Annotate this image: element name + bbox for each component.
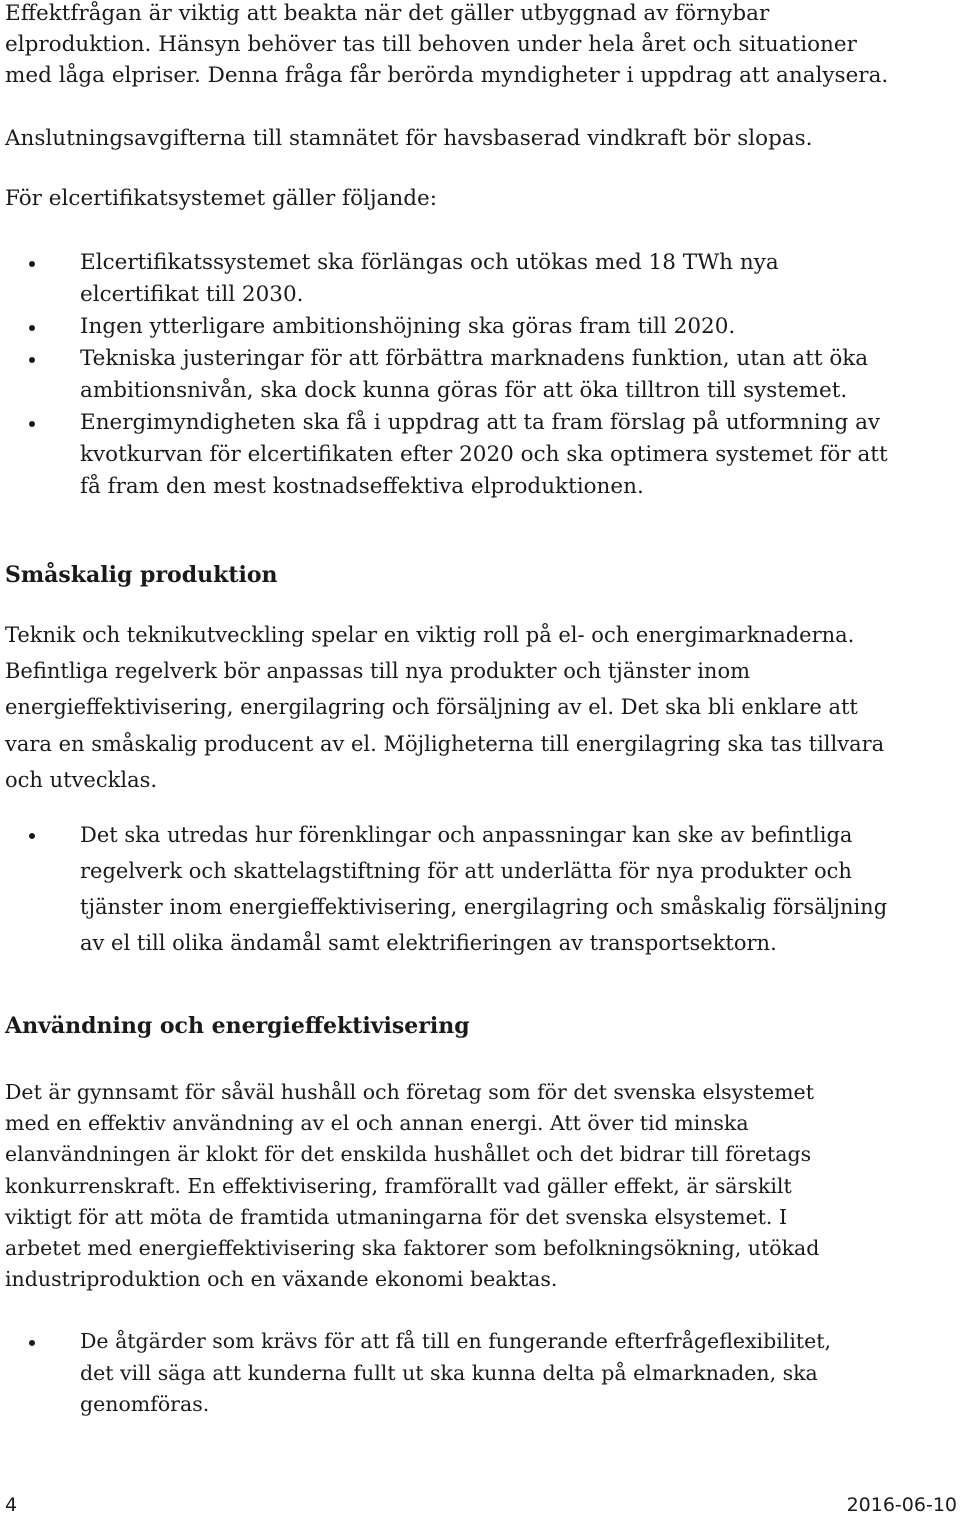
- text-line: av el till olika ändamål samt elektrifieringen av transportsektorn.: [80, 931, 777, 955]
- bullet-icon: [29, 833, 35, 839]
- certificate-intro: För elcertifikatsystemet gäller följande:: [5, 186, 437, 211]
- text-line: elcertifikat till 2030.: [80, 282, 304, 307]
- text-line: vara en småskalig producent av el. Möjligheterna till energilagring ska tas tillvara: [5, 731, 885, 756]
- text-line: kvotkurvan för elcertifikaten efter 2020 och ska optimera systemet för att: [80, 442, 888, 467]
- text-line: arbetet med energieffektivisering ska faktorer som befolkningsökning, utökad: [5, 1236, 820, 1261]
- text-line: tjänster inom energieffektivisering, energilagring och småskalig försäljning: [80, 895, 888, 919]
- small-scale-list: [0, 817, 887, 961]
- text-line: och utvecklas.: [5, 767, 158, 792]
- intro-paragraph: [5, 0, 888, 91]
- text-line: Effektfrågan är viktig att beakta när det gäller utbyggnad av förnybar: [5, 1, 770, 26]
- text-line: energieffektivisering, energilagring och försäljning av el. Det ska bli enklare att: [5, 695, 858, 720]
- bullet-icon: [29, 1340, 35, 1346]
- text-line: Energimyndigheten ska få i uppdrag att ta fram förslag på utformning av: [80, 410, 881, 435]
- text-line: Det är gynnsamt för såväl hushåll och företag som för det svenska elsystemet: [5, 1080, 814, 1104]
- bullet-icon: [29, 325, 35, 331]
- text-line: regelverk och skattelagstiftning för att underlätta för nya produkter och: [80, 859, 852, 883]
- text-line: Det ska utredas hur förenklingar och anpassningar kan ske av befintliga: [80, 823, 853, 847]
- efficiency-list: [0, 1326, 831, 1421]
- bullet-icon: [29, 421, 35, 427]
- text-line: De åtgärder som krävs för att få till en fungerande efterfrågeflexibilitet,: [80, 1329, 832, 1353]
- page-number: 4: [5, 1494, 18, 1516]
- text-line: Teknik och teknikutveckling spelar en viktig roll på el- och energimarknaderna.: [5, 623, 855, 647]
- text-line: genomföras.: [80, 1392, 210, 1416]
- text-line: industriproduktion och en växande ekonomi beaktas.: [5, 1267, 558, 1292]
- list-item: [0, 311, 888, 343]
- text-line: få fram den mest kostnadseffektiva elproduktionen.: [80, 474, 644, 499]
- text-line: det vill säga att kunderna fullt ut ska kunna delta på elmarknaden, ska: [80, 1360, 818, 1385]
- text-line: viktigt för att möta de framtida utmaningarna för det svenska elsystemet. I: [5, 1204, 788, 1229]
- text-line: Tekniska justeringar för att förbättra marknadens funktion, utan att öka: [80, 346, 869, 371]
- text-line: elanvändningen är klokt för det enskilda hushållet och det bidrar till företags: [5, 1142, 812, 1167]
- text-line: Elcertifikatssystemet ska förlängas och utökas med 18 TWh nya: [80, 250, 779, 275]
- small-scale-paragraph: [5, 617, 884, 798]
- section-heading-efficiency: Användning och energieffektivisering: [5, 1013, 470, 1039]
- bullet-icon: [29, 357, 35, 363]
- text-line: Befintliga regelverk bör anpassas till nya produkter och tjänster inom: [5, 659, 751, 684]
- list-item: [0, 247, 888, 311]
- list-item: [0, 1326, 831, 1421]
- section-heading-small-scale: Småskalig produktion: [5, 562, 278, 588]
- efficiency-paragraph: [5, 1077, 819, 1295]
- text-line: med låga elpriser. Denna fråga får berörda myndigheter i uppdrag att analysera.: [5, 63, 889, 88]
- footer-date: 2016-06-10: [846, 1494, 957, 1516]
- list-item: [0, 407, 888, 503]
- bullet-icon: [29, 261, 35, 267]
- text-line: elproduktion. Hänsyn behöver tas till behoven under hela året och situationer: [5, 32, 857, 57]
- grid-fee-paragraph: Anslutningsavgifterna till stamnätet för havsbaserad vindkraft bör slopas.: [5, 126, 813, 151]
- list-item: [0, 343, 888, 407]
- list-item: [0, 817, 887, 961]
- text-line: Ingen ytterligare ambitionshöjning ska göras fram till 2020.: [80, 314, 736, 339]
- certificate-list: [0, 247, 888, 503]
- text-line: konkurrenskraft. En effektivisering, framförallt vad gäller effekt, är särskilt: [5, 1173, 792, 1198]
- text-line: med en effektiv användning av el och annan energi. Att över tid minska: [5, 1111, 749, 1136]
- text-line: ambitionsnivån, ska dock kunna göras för att öka tilltron till systemet.: [80, 378, 848, 403]
